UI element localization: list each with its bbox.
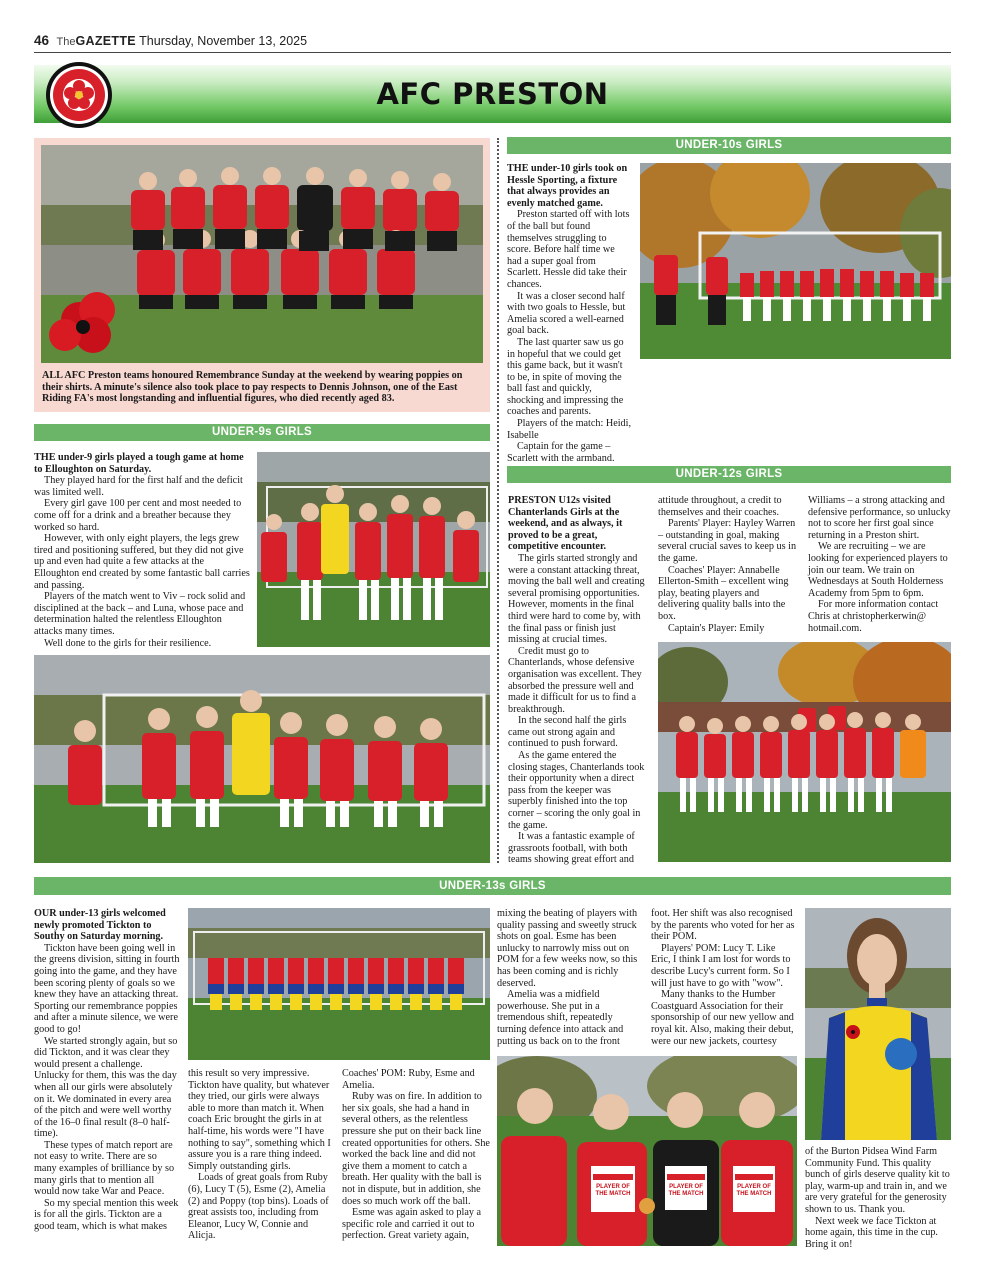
u13-paragraph: Many thanks to the Humber Coastguard Association for their sponsorship of our new yellow and royal kit. Also, making their debut, were our new jackets, courtesy xyxy=(651,989,794,1047)
u13-paragraph: this result so very impressive. Tickton have quality, but whatever they tried, our girls were always able to more than match it. When coach Eric brought the girls in at half-time, his words were "I have nothing to say", something which I assure you is a rare thing indeed. Simply outstanding girls. xyxy=(188,1068,331,1172)
u13-team-photo xyxy=(188,908,490,1060)
club-crest-icon xyxy=(44,60,114,130)
u13-paragraph: We started strongly again, but so did Tickton, and it was clear they would present a challenge. Unlucky for them, this was the day when all our girls were absolutely on it. We dominated in every area of the pitch and were well worthy of the 16–0 final result (8–0 half-time). xyxy=(34,1035,178,1140)
u13-paragraph: So my special mention this week is for all the girls. Tickton are a good team, which is what makes xyxy=(34,1197,179,1233)
section-heading-u9: UNDER-9s GIRLS xyxy=(34,424,490,441)
u9-article xyxy=(34,452,250,649)
u12-paragraph: It was a fantastic example of grassroots football, with both teams showing great effort and xyxy=(508,831,635,866)
award-card-text: PLAYER OF THE MATCH xyxy=(668,1184,704,1197)
u13-column-1 xyxy=(34,908,180,1233)
u9-small-photo xyxy=(257,452,490,647)
hero-caption: ALL AFC Preston teams honoured Remembrance Sunday at the weekend by wearing poppies on their shirts. A minute's silence also took place to pay respects to Dennis Johnson, one of the East Riding FA's most longstanding and influential figures, who died recently aged 83. xyxy=(42,370,463,405)
folio-rule xyxy=(34,52,951,53)
page-title: AFC PRESTON xyxy=(376,77,609,111)
u9-paragraph: Players of the match went to Viv – rock solid and disciplined at the back – and Luna, whose pace and determination halted the relentless Elloughton attacks many times. xyxy=(34,591,246,637)
u12-column-2 xyxy=(658,495,798,634)
u13-paragraph: These types of match report are not easy to write. There are so many examples of brilliance by so many girls that to mention all would now take War and Peace. xyxy=(34,1139,175,1198)
section-heading-u12: UNDER-12s GIRLS xyxy=(507,466,951,483)
u12-paragraph: The girls started strongly and were a constant attacking threat, moving the ball well and creating several promising opportunities. However, moments in the final third were hard to come by, with the final pass or finish just missing at crucial times. xyxy=(508,552,645,646)
page-number: 46 xyxy=(34,33,50,48)
u12-paragraph: Parents' Player: Hayley Warren – outstanding in goal, making several crucial saves to keep us in the game. xyxy=(658,518,797,564)
u12-paragraph: attitude throughout, a credit to themselves and their coaches. xyxy=(658,495,782,518)
u13-player-portrait xyxy=(805,908,951,1140)
section-heading-u10: UNDER-10s GIRLS xyxy=(507,137,951,154)
u13-paragraph: of the Burton Pidsea Wind Farm Community Fund. This quality bunch of girls deserve quality kit to play, warm-up and train in, and we are very grateful for the generosity shown to us. Thank you. xyxy=(805,1146,950,1215)
u10-team-photo xyxy=(640,163,951,359)
u12-lead: PRESTON U12s visited Chanterlands Girls at the weekend, and as always, it proved to be a great, competitive encounter. xyxy=(508,495,623,553)
u13-column-3 xyxy=(342,1068,490,1242)
hero-team-photo xyxy=(41,145,483,363)
u10-paragraph: Preston started off with lots of the ball but found themselves struggling to score. Before half time we had a super goal from Scarlett. Hessle did take their chances. xyxy=(507,209,630,290)
u9-team-photo xyxy=(34,655,490,863)
u12-column-3 xyxy=(808,495,954,634)
u12-column-1 xyxy=(508,495,646,866)
u13-player-awards-photo xyxy=(497,1056,797,1246)
u10-paragraph: Players of the match: Heidi, Isabelle xyxy=(507,418,632,441)
u13-paragraph: Amelia was a midfield powerhouse. She put in a tremendous shift, repeatedly turning defence into attack and putting us back on to the front xyxy=(497,989,624,1047)
u10-paragraph: Captain for the game – Scarlett with the armband. xyxy=(507,441,615,464)
u12-paragraph: As the game entered the closing stages, Chanterlands took their opportunity when a direct pass from the keeper was superbly finished into the top corner – scoring the only goal in the game. xyxy=(508,750,645,831)
folio xyxy=(34,33,307,48)
u12-paragraph: For more information contact Chris at christopherkerwin@ hotmail.com. xyxy=(808,599,939,634)
u9-lead: THE under-9 girls played a tough game at home to Elloughton on Saturday. xyxy=(34,452,244,475)
u10-lead: THE under-10 girls took on Hessle Sporting, a fixture that always provides an evenly matched game. xyxy=(507,163,628,209)
masthead-name: GAZETTE xyxy=(75,34,136,48)
u13-paragraph: Players' POM: Lucy T. Like Eric, I think I am lost for words to describe Lucy's current form. So I will just have to go with "wow". xyxy=(651,942,791,989)
u13-paragraph: Loads of great goals from Ruby (6), Lucy T (5), Esme (2), Amelia (2) and Poppy (top bins). Loads of great assists too, including from Eleanor, Lucy W, Connie and Alicja. xyxy=(188,1172,329,1242)
u13-paragraph: Esme was again asked to play a specific role and carried it out to perfection. Great variety again, xyxy=(342,1207,482,1242)
u13-paragraph: Next week we face Tickton at home again, this time in the cup. Bring it on! xyxy=(805,1215,938,1250)
u13-lead: OUR under-13 girls welcomed newly promoted Tickton to Southy on Saturday morning. xyxy=(34,908,166,943)
u12-team-photo xyxy=(658,642,951,862)
u13-column-6 xyxy=(805,1146,953,1250)
u13-paragraph: Coaches' POM: Ruby, Esme and Amelia. xyxy=(342,1068,475,1091)
u12-paragraph: Captain's Player: Emily xyxy=(668,622,765,634)
u13-paragraph: Ruby was on fire. In addition to her six goals, she had a hand in several others, as the relentless pressure she put on their back line created opportunities for others. She worked the back line and did not give them a moment to catch a breath. Her quality with the ball is not in dispute, but in addition, she does so much work off the ball. xyxy=(342,1091,490,1207)
u12-paragraph: In the second half the girls came out strong again and continued to push forward. xyxy=(508,715,627,750)
u12-paragraph: Coaches' Player: Annabelle Ellerton-Smith – excellent wing play, beating players and delivering quality balls into the box. xyxy=(658,564,789,622)
issue-date: Thursday, November 13, 2025 xyxy=(139,34,308,48)
masthead-the: The xyxy=(56,36,76,48)
column-divider xyxy=(497,138,499,863)
u12-paragraph: We are recruiting – we are looking for experienced players to join our team. We train on Wednesdays at South Holderness Academy from 5pm to 6pm. xyxy=(808,541,948,599)
award-card-text: PLAYER OF THE MATCH xyxy=(595,1184,631,1197)
section-heading-u13: UNDER-13s GIRLS xyxy=(34,877,951,895)
u13-paragraph: mixing the beating of players with quality passing and sweetly struck shots on goal. Esme has been unlucky to narrowly miss out on POM for a few weeks now, so this has been coming and is richly deserved. xyxy=(497,908,638,989)
u12-paragraph: Credit must go to Chanterlands, whose defensive organisation was excellent. They absorbed the pressure well and made it difficult for us to find a breakthrough. xyxy=(508,645,642,715)
u9-paragraph: Every girl gave 100 per cent and most needed to come off for a drink and a breather because they worked so hard. xyxy=(34,498,242,533)
u10-article xyxy=(507,163,631,464)
award-card-text: PLAYER OF THE MATCH xyxy=(736,1184,772,1197)
u13-paragraph: Tickton have been going well in the greens division, sitting in fourth going into the game, and they have been scoring plenty of goals so we knew they have an attacking threat. Sporting our remembrance poppies and after a minute silence, we were good to go! xyxy=(34,942,180,1035)
u9-paragraph: Well done to the girls for their resilience. xyxy=(44,637,212,649)
u12-paragraph: Williams – a strong attacking and defensive performance, so unlucky not to score her first goal since returning in a Preston shirt. xyxy=(808,495,951,541)
u9-paragraph: They played hard for the first half and the deficit was limited well. xyxy=(34,475,243,498)
u13-column-5 xyxy=(651,908,797,1047)
u10-paragraph: It was a closer second half with two goals to Hessle, but Amelia scored a well-earned goal back. xyxy=(507,290,626,337)
u13-column-4 xyxy=(497,908,643,1047)
u9-paragraph: However, with only eight players, the legs grew tired and positioning suffered, but they did not give up and even had quite a few attacks at the Elloughton end created by some fantastic ball carries and passing. xyxy=(34,533,250,591)
u10-paragraph: The last quarter saw us go in hopeful that we could get this game back, but it wasn't to be, in spite of moving the ball fast and quickly, shocking and impressing the coaches and parents. xyxy=(507,336,624,418)
u13-paragraph: foot. Her shift was also recognised by the parents who voted for her as their POM. xyxy=(651,908,795,943)
u13-column-2 xyxy=(188,1068,334,1242)
